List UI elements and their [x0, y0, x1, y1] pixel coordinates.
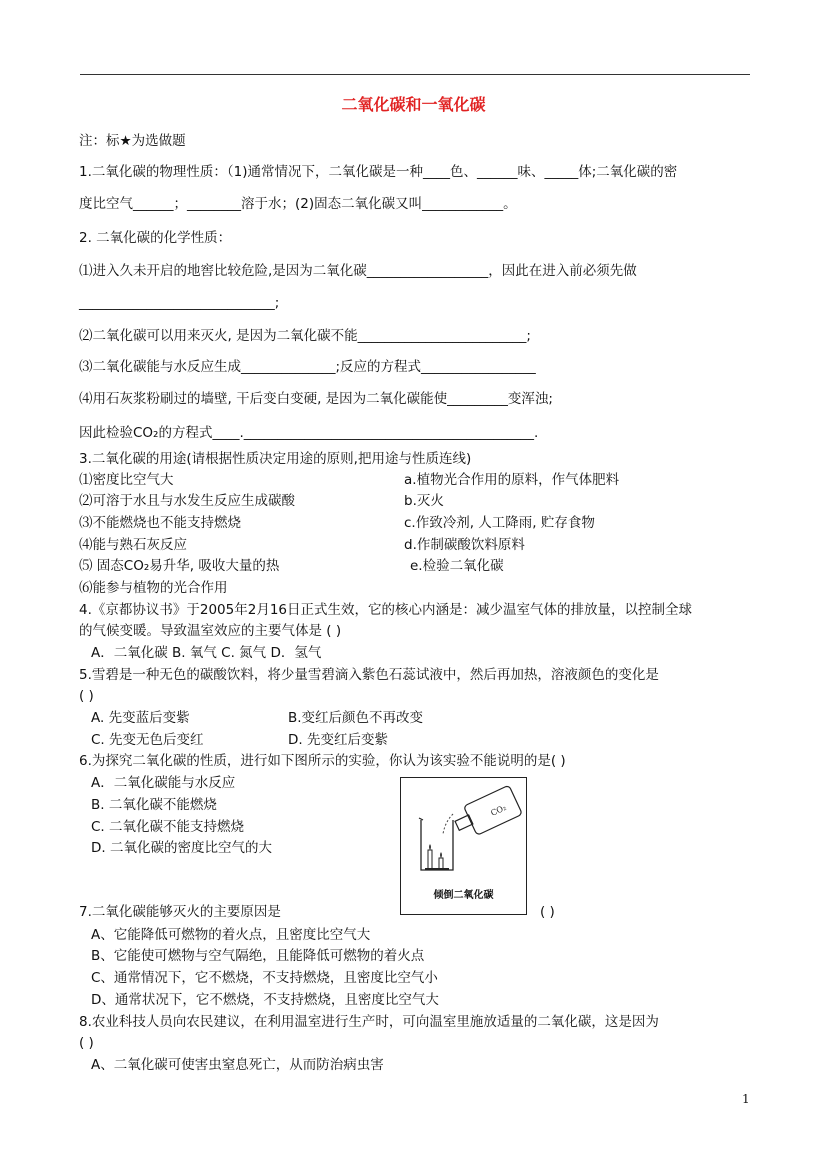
q5-option-c: C. 先变无色后变红: [91, 732, 204, 748]
q7-line1: 7.二氧化碳能够灭火的主要原因是: [79, 904, 281, 920]
q4-line2: 的气候变暖。导致温室效应的主要气体是 ( ): [79, 623, 342, 639]
q1-line1: 1.二氧化碳的物理性质：（1)通常情况下，二氧化碳是一种____色、______味、_____体;二氧化碳的密: [79, 164, 678, 180]
q3-left-6: ⑹能参与植物的光合作用: [79, 580, 228, 596]
q2-line2: _____________________________;: [79, 295, 280, 311]
q2-heading: 2. 二氧化碳的化学性质：: [79, 230, 232, 246]
q4-line1: 4.《京都协议书》于2005年2月16日正式生效，它的核心内涵是：减少温室气体的排放量，以控制全球: [79, 602, 693, 618]
q7-paren: ( ): [540, 904, 555, 920]
q6-line1: 6.为探究二氧化碳的性质，进行如下图所示的实验，你认为该实验不能说明的是( ): [79, 753, 566, 769]
page-title: 二氧化碳和一氧化碳: [341, 95, 486, 114]
q6-option-c: C. 二氧化碳不能支持燃烧: [91, 819, 245, 835]
q8-line2: ( ): [79, 1035, 94, 1051]
q6-option-d: D. 二氧化碳的密度比空气的大: [91, 840, 272, 856]
q5-option-a: A. 先变蓝后变紫: [91, 710, 190, 726]
q3-left-3: ⑶不能燃烧也不能支持燃烧: [79, 515, 241, 531]
header-rule: [80, 74, 750, 75]
q2-line3: ⑵二氧化碳可以用来灭火, 是因为二氧化碳不能_________________________;: [79, 328, 531, 344]
q3-heading: 3.二氧化碳的用途(请根据性质决定用途的原则,把用途与性质连线): [79, 451, 472, 467]
q7-option-d: D、通常状况下，它不燃烧，不支持燃烧，且密度比空气大: [91, 992, 439, 1008]
q6-option-b: B. 二氧化碳不能燃烧: [91, 797, 217, 813]
q5-option-d: D. 先变红后变紫: [288, 732, 388, 748]
q3-left-5: ⑸ 固态CO₂易升华, 吸收大量的热: [79, 558, 280, 574]
q3-left-1: ⑴密度比空气大: [79, 472, 174, 488]
figure-caption: 倾倒二氧化碳: [433, 890, 494, 901]
q2-line6: 因此检验CO₂的方程式____.___________________________________________.: [79, 425, 539, 441]
q3-left-4: ⑷能与熟石灰反应: [79, 537, 187, 553]
q5-option-b: B.变红后颜色不再改变: [288, 710, 424, 726]
q3-right-b: b.灭火: [404, 493, 444, 509]
q3-right-c: c.作致冷剂, 人工降雨, 贮存食物: [404, 515, 595, 531]
q2-line1: ⑴进入久未开启的地窖比较危险,是因为二氧化碳__________________，因此在进入前必须先做: [79, 263, 637, 279]
q7-option-b: B、它能使可燃物与空气隔绝，且能降低可燃物的着火点: [91, 948, 425, 964]
page-number: 1: [742, 1092, 750, 1106]
q7-option-c: C、通常情况下，它不燃烧，不支持燃烧，且密度比空气小: [91, 970, 438, 986]
bottle-label: CO₂: [489, 802, 508, 818]
q1-line2: 度比空气______；________溶于水；(2)固态二氧化碳又叫____________。: [79, 196, 517, 212]
note: 注：标★为选做题: [79, 133, 186, 149]
experiment-figure: [400, 777, 527, 915]
q3-right-a: a.植物光合作用的原料，作气体肥料: [404, 472, 620, 488]
q5-line2: ( ): [79, 688, 94, 704]
pour-co2-illustration: [401, 778, 526, 878]
q8-line1: 8.农业科技人员向农民建议，在利用温室进行生产时，可向温室里施放适量的二氧化碳，这是因为: [79, 1014, 659, 1030]
q5-line1: 5.雪碧是一种无色的碳酸饮料，将少量雪碧滴入紫色石蕊试液中，然后再加热，溶液颜色的变化是: [79, 667, 659, 683]
q3-right-e: e.检验二氧化碳: [410, 558, 504, 574]
q3-left-2: ⑵可溶于水且与水发生反应生成碳酸: [79, 493, 295, 509]
q3-right-d: d.作制碳酸饮料原料: [404, 537, 525, 553]
q4-options: A．二氧化碳 B. 氧气 C. 氮气 D．氢气: [91, 645, 322, 661]
q2-line5: ⑷用石灰浆粉刷过的墙壁, 干后变白变硬, 是因为二氧化碳能使_________变浑浊;: [79, 391, 553, 407]
q8-option-a: A、二氧化碳可使害虫窒息死亡，从而防治病虫害: [91, 1057, 384, 1073]
q2-line4: ⑶二氧化碳能与水反应生成______________;反应的方程式_________________: [79, 359, 536, 375]
q7-option-a: A、它能降低可燃物的着火点，且密度比空气大: [91, 927, 371, 943]
q6-option-a: A．二氧化碳能与水反应: [91, 775, 236, 791]
